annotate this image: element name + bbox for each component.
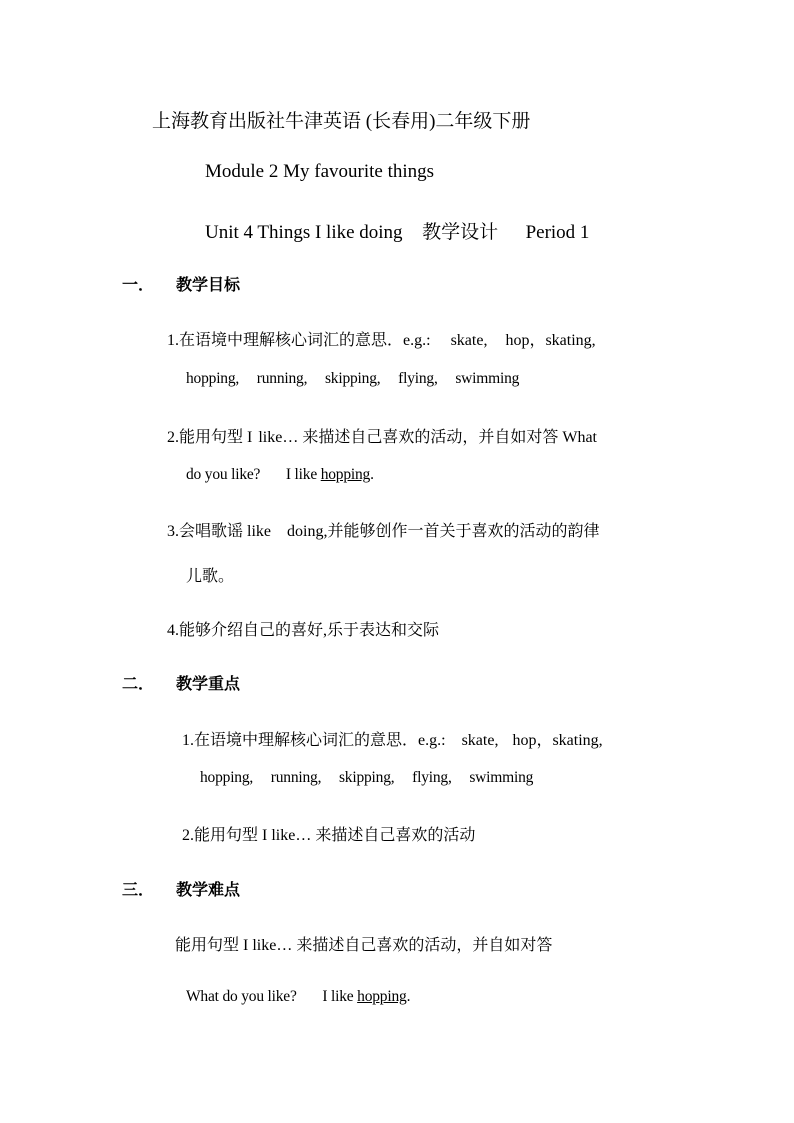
difficulty-text: 能用句型 I like… 来描述自己喜欢的活动，并自如对答 [175, 937, 553, 954]
objective-4-text: .能够介绍自己的喜好,乐于表达和交际 [175, 622, 440, 639]
objective-2-text-cont: like… 来描述自己喜欢的活动，并自如对答 What [258, 429, 597, 446]
vocab-word: flying, [412, 769, 452, 786]
period-mark: . [406, 988, 411, 1005]
vocab-word: running, [256, 370, 308, 387]
keypoint-1 [182, 727, 603, 750]
vocab-word: swimming [469, 769, 534, 786]
vocab-word: swimming [455, 370, 520, 387]
vocab-word: hopping, [200, 769, 254, 786]
vocab-word: skate, [450, 332, 488, 349]
example-question: What do you like? [186, 988, 297, 1005]
objective-3 [167, 518, 599, 541]
keypoint-2-text: .能用句型 I like… 来描述自己喜欢的活动 [190, 827, 476, 844]
example-answer: I like [322, 988, 354, 1005]
objective-1-text: .在语境中理解核心词汇的意思．e.g.: [175, 332, 431, 349]
objective-3-text-cont: doing,并能够创作一首关于喜欢的活动的韵律 [287, 523, 600, 540]
vocab-word: hopping, [186, 370, 240, 387]
objective-2 [167, 424, 597, 447]
period-label: Period 1 [525, 222, 590, 243]
vocab-word: hop，skating, [512, 732, 603, 749]
objective-2-text: .能用句型 I [175, 429, 253, 446]
objective-2-num: 2 [167, 429, 175, 446]
objective-2-example [186, 466, 374, 484]
example-answer-blank: hopping [357, 988, 407, 1005]
section-2-heading: 教学重点 [176, 676, 241, 693]
section-1-numeral: 一． [122, 277, 155, 294]
section-3-heading: 教学难点 [176, 882, 241, 899]
objective-3-cont: 儿歌。 [186, 568, 235, 585]
objective-1-vocab [186, 370, 519, 388]
objective-1-num: 1 [167, 332, 175, 349]
vocab-word: skipping, [338, 769, 395, 786]
objective-3-text: .会唱歌谣 like [175, 523, 271, 540]
objective-4 [167, 617, 439, 640]
vocab-word: hop，skating, [505, 332, 596, 349]
example-question: do you like? [186, 466, 261, 483]
keypoint-2 [182, 822, 475, 845]
example-answer: I like [285, 466, 318, 483]
vocab-word: skate, [461, 732, 499, 749]
difficulty-example [186, 988, 410, 1006]
period-mark: . [370, 466, 374, 483]
keypoint-1-num: 1 [182, 732, 190, 749]
vocab-word: running, [270, 769, 322, 786]
keypoint-2-num: 2 [182, 827, 190, 844]
vocab-word: skipping, [324, 370, 381, 387]
unit-name: Unit 4 Things I like doing [205, 222, 403, 243]
document-title: 上海教育出版社牛津英语 (长春用)二年级下册 [152, 111, 531, 132]
section-1-heading: 教学目标 [176, 277, 241, 294]
example-answer-blank: hopping [320, 466, 371, 483]
objective-3-num: 3 [167, 523, 175, 540]
keypoint-1-vocab [200, 769, 533, 787]
keypoint-1-text: .在语境中理解核心词汇的意思．e.g.: [190, 732, 446, 749]
objective-4-num: 4 [167, 622, 175, 639]
module-title: Module 2 My favourite things [205, 161, 435, 182]
section-2-numeral: 二． [122, 676, 155, 693]
vocab-word: flying, [398, 370, 438, 387]
section-3-numeral: 三． [122, 882, 155, 899]
objective-1 [167, 327, 596, 350]
design-label: 教学设计 [422, 222, 499, 243]
unit-title [205, 217, 589, 244]
